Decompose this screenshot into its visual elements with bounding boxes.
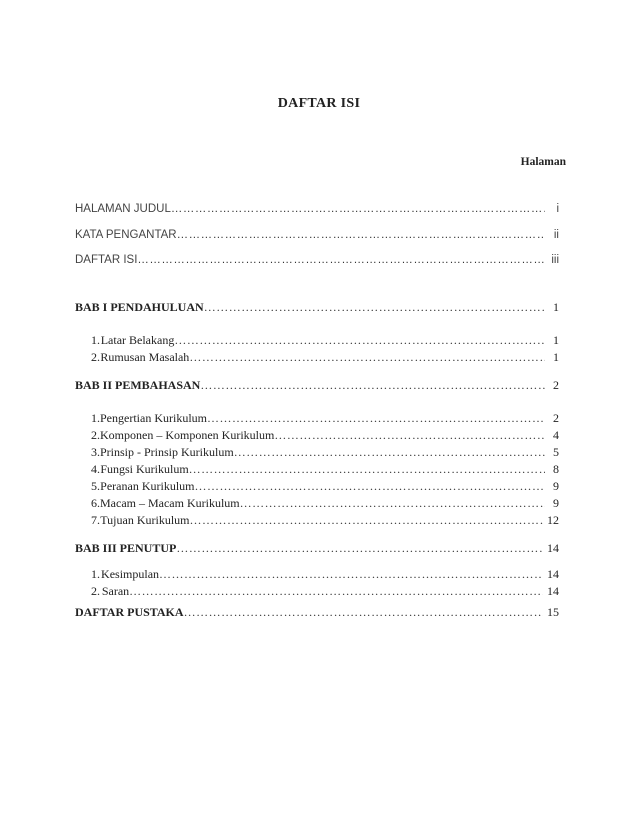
toc-entry-daftar-isi: DAFTAR ISI ………………………………………………………………………………………………………………………………………………… iii xyxy=(75,254,559,266)
toc-entry-halaman-judul: HALAMAN JUDUL ………………………………………………………………………………………………………………………………………………… i xyxy=(75,203,559,215)
page-title: DAFTAR ISI xyxy=(277,96,361,111)
toc-entry-daftar-pustaka: DAFTAR PUSTAKA ………………………………………………………………………………………………………………………………………………… 15 xyxy=(75,605,559,620)
toc-subentry: 5. Peranan Kurikulum ………………………………………………………………………………………………………………………………………………… 9 xyxy=(75,479,559,494)
toc-subentry: 2. Rumusan Masalah ………………………………………………………………………………………………………………………………………………… 1 xyxy=(75,350,559,365)
toc-subentry: 1. Kesimpulan ………………………………………………………………………………………………………………………………………………… 14 xyxy=(75,567,559,582)
toc-subentry: 4. Fungsi Kurikulum ………………………………………………………………………………………………………………………………………………… 8 xyxy=(75,462,559,477)
toc-subentry: 1. Latar Belakang ………………………………………………………………………………………………………………………………………………… 1 xyxy=(75,333,559,348)
toc-subentry: 3. Prinsip - Prinsip Kurikulum ………………………………………………………………………………………………………………………………………………… 5 xyxy=(75,445,559,460)
toc-subentry: 7. Tujuan Kurikulum ………………………………………………………………………………………………………………………………………………… 12 xyxy=(75,513,559,528)
toc-subentry: 1. Pengertian Kurikulum ………………………………………………………………………………………………………………………………………………… 2 xyxy=(75,411,559,426)
toc-subentry: 6. Macam – Macam Kurikulum ………………………………………………………………………………………………………………………………………………… 9 xyxy=(75,496,559,511)
toc-chapter-bab-3: BAB III PENUTUP ………………………………………………………………………………………………………………………………………………… 14 xyxy=(75,541,559,556)
page-column-header: Halaman xyxy=(520,156,566,168)
toc-chapter-bab-2: BAB II PEMBAHASAN ………………………………………………………………………………………………………………………………………………… 2 xyxy=(75,378,559,393)
toc-chapter-bab-1: BAB I PENDAHULUAN ………………………………………………………………………………………………………………………………………………… 1 xyxy=(75,300,559,315)
toc-entry-kata-pengantar: KATA PENGANTAR ………………………………………………………………………………………………………………………………………………… ii xyxy=(75,229,559,241)
toc-subentry: 2. Saran ………………………………………………………………………………………………………………………………………………… 14 xyxy=(75,584,559,599)
toc-subentry: 2. Komponen – Komponen Kurikulum ………………………………………………………………………………………………………………………………………………… 4 xyxy=(75,428,559,443)
